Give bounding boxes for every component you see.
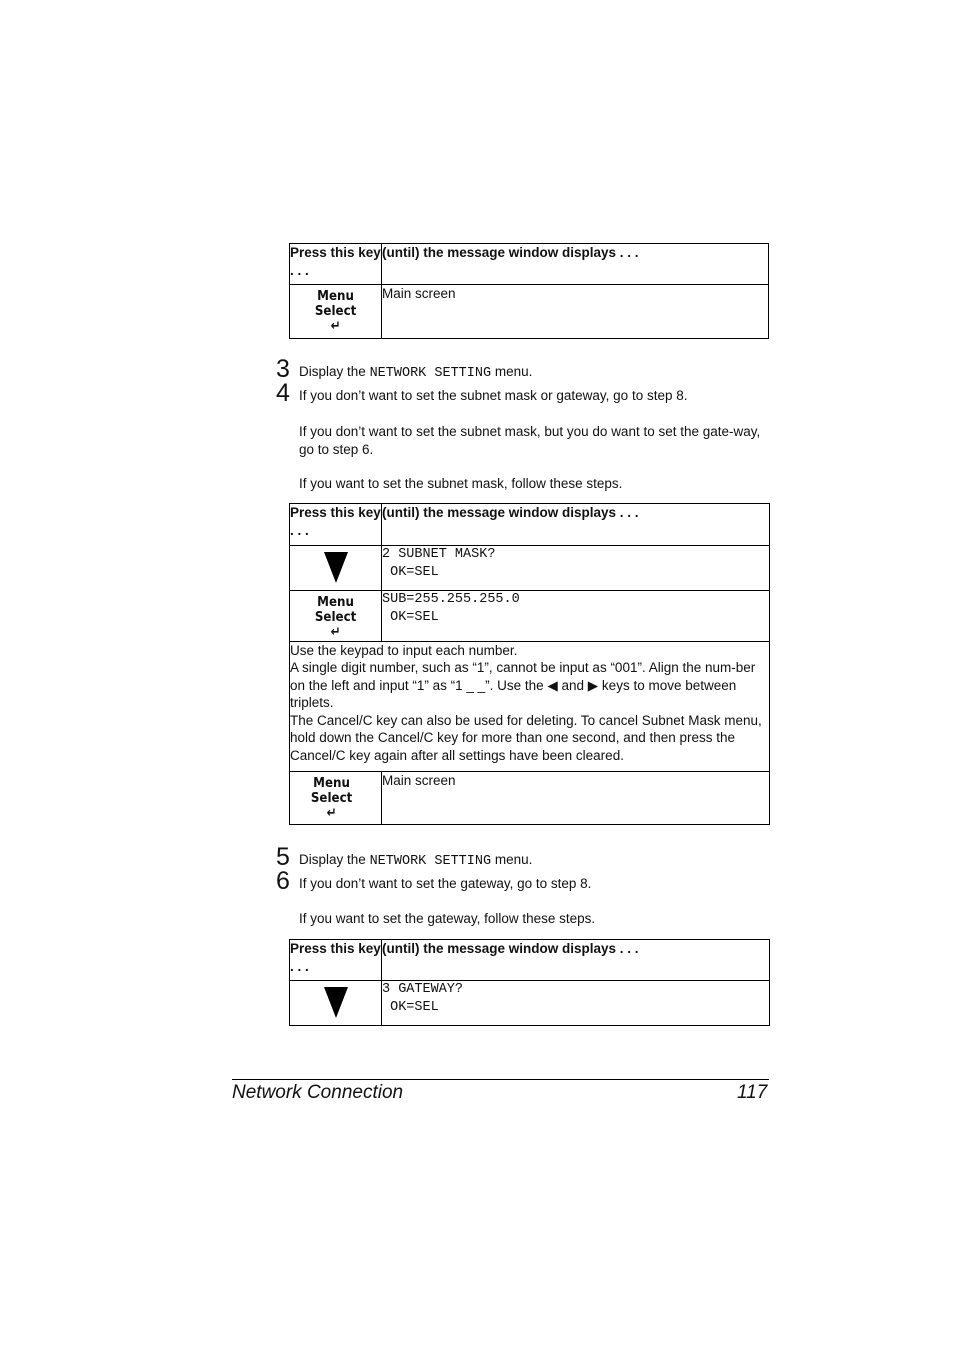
footer-rule [232, 1079, 769, 1080]
step-3-text: Display the NETWORK SETTING menu. [299, 364, 533, 381]
down-arrow-key-icon [324, 552, 348, 583]
header-message: (until) the message window displays . . . [382, 244, 769, 285]
menu-select-key-icon: Menu Select ↵ [314, 594, 357, 640]
lcd-gateway: 3 GATEWAY? OK=SEL [382, 981, 770, 1026]
step-number-6: 6 [276, 867, 290, 895]
lcd-sub-value: SUB=255.255.255.0 OK=SEL [382, 591, 770, 642]
down-arrow-key-icon [324, 987, 348, 1018]
header-message: (until) the message window displays . . . [382, 504, 770, 546]
key-table-3 [289, 939, 770, 1026]
step-5-text: Display the NETWORK SETTING menu. [299, 852, 533, 869]
step-6-text: If you don’t want to set the gateway, go to step 8. [299, 876, 592, 891]
step-4-text: If you don’t want to set the subnet mask or gateway, go to step 8. [299, 388, 688, 403]
message-main-screen: Main screen [382, 285, 769, 339]
network-setting-code: NETWORK SETTING [369, 366, 492, 381]
step-number-5: 5 [276, 843, 290, 871]
step-4-paragraph-2: If you don’t want to set the subnet mask, but you do want to set the gate-way, go to step 6. [299, 424, 761, 457]
network-setting-code: NETWORK SETTING [369, 854, 492, 869]
footer-section-title: Network Connection [232, 1082, 404, 1103]
step-number-3: 3 [276, 355, 290, 383]
keypad-note: Use the keypad to input each number. A single digit number, such as “1”, cannot be input as “001”. Align the num-ber on the left and input “1” as “1 _ _”. Use the ◀ and ▶ keys to move between triplets. The Cancel/C key can also be used for deleting. To cancel Subnet Mask menu, hold down the Cancel/C key for more than one second, and then press the Cancel/C key again after all settings have been cleared. [290, 641, 770, 771]
step-4-paragraph-3: If you want to set the subnet mask, follow these steps. [299, 476, 623, 491]
header-press-key: Press this key . . . [290, 940, 382, 981]
page-number: 117 [737, 1082, 768, 1103]
step-6-paragraph-2: If you want to set the gateway, follow these steps. [299, 911, 596, 926]
key-table-2 [289, 503, 770, 825]
menu-select-key-icon: Menu Select ↵ [314, 288, 357, 334]
header-press-key: Press this key . . . [290, 504, 382, 546]
header-press-key: Press this key . . . [290, 244, 382, 285]
lcd-subnet-mask: 2 SUBNET MASK? OK=SEL [382, 546, 770, 591]
message-main-screen: Main screen [382, 771, 770, 824]
key-table-1 [289, 243, 769, 339]
menu-select-key-icon: Menu Select ↵ [310, 774, 353, 821]
step-number-4: 4 [276, 379, 290, 407]
header-message: (until) the message window displays . . . [382, 940, 770, 981]
